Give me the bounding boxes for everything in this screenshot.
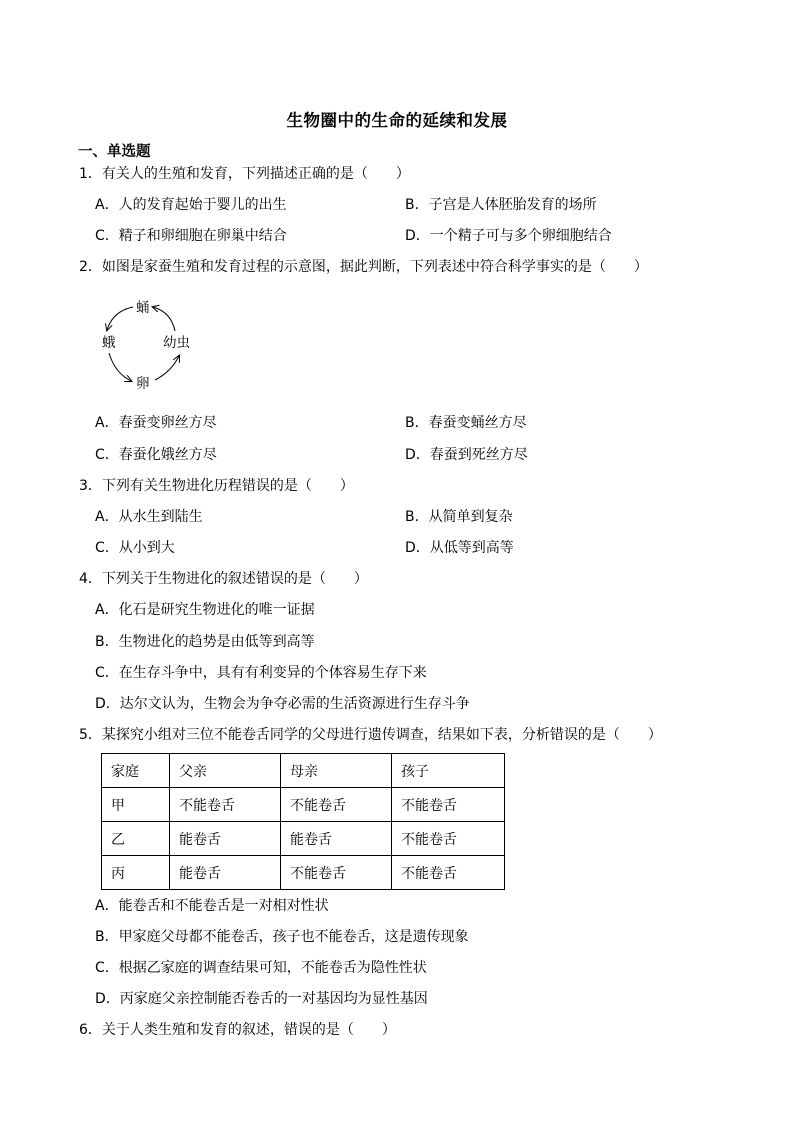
table-cell: 能卷舌 (170, 856, 281, 890)
heredity-survey-table (101, 753, 505, 890)
table-cell: 甲 (102, 788, 170, 822)
question-3-stem: 3．下列有关生物进化历程错误的是（ ） (79, 478, 354, 494)
section-heading: 一、单选题 (78, 144, 151, 160)
table-header-cell: 孩子 (392, 754, 505, 788)
arrow-pupa-to-moth (107, 307, 133, 330)
question-1-option-a: A．人的发育起始于婴儿的出生 (95, 197, 287, 213)
table-header-cell: 母亲 (281, 754, 392, 788)
question-2-option-b: B．春蚕变蛹丝方尽 (405, 415, 527, 431)
lifecycle-label-larva: 幼虫 (163, 335, 190, 351)
table-cell: 不能卷舌 (392, 856, 505, 890)
table-header-row (102, 754, 505, 788)
question-1-option-b: B．子宫是人体胚胎发育的场所 (405, 197, 597, 213)
question-4-option-c: C．在生存斗争中，具有有利变异的个体容易生存下来 (95, 665, 427, 681)
table-cell: 不能卷舌 (392, 788, 505, 822)
table-cell: 不能卷舌 (392, 822, 505, 856)
question-4-stem: 4．下列关于生物进化的叙述错误的是（ ） (79, 571, 368, 587)
lifecycle-label-egg: 卵 (136, 376, 150, 392)
question-5-stem: 5．某探究小组对三位不能卷舌同学的父母进行遗传调查，结果如下表，分析错误的是（ ） (79, 727, 662, 743)
question-1-option-d: D．一个精子可与多个卵细胞结合 (405, 228, 612, 244)
table-row (102, 856, 505, 890)
question-3-option-a: A．从水生到陆生 (95, 509, 203, 525)
table-header-cell: 父亲 (170, 754, 281, 788)
question-2-stem: 2．如图是家蚕生殖和发育过程的示意图，据此判断，下列表述中符合科学事实的是（ ） (79, 259, 648, 275)
question-5-option-b: B．甲家庭父母都不能卷舌，孩子也不能卷舌，这是遗传现象 (95, 929, 469, 945)
question-2-option-d: D．春蚕到死丝方尽 (405, 447, 528, 463)
table-cell: 能卷舌 (281, 822, 392, 856)
question-3-option-d: D．从低等到高等 (405, 540, 514, 556)
table-cell: 丙 (102, 856, 170, 890)
question-1-stem: 1．有关人的生殖和发育，下列描述正确的是（ ） (79, 166, 410, 182)
table-header-cell: 家庭 (102, 754, 170, 788)
question-1-option-c: C．精子和卵细胞在卵巢中结合 (95, 228, 287, 244)
question-2-option-a: A．春蚕变卵丝方尽 (95, 415, 217, 431)
question-4-option-d: D．达尔文认为，生物会为争夺必需的生活资源进行生存斗争 (95, 696, 470, 712)
arrow-moth-to-egg (109, 353, 131, 381)
table-cell: 乙 (102, 822, 170, 856)
question-4-option-b: B．生物进化的趋势是由低等到高等 (95, 634, 315, 650)
table-row (102, 822, 505, 856)
question-3-option-b: B．从简单到复杂 (405, 509, 513, 525)
silkworm-lifecycle-diagram (95, 293, 205, 398)
question-3-option-c: C．从小到大 (95, 540, 175, 556)
table-cell: 不能卷舌 (281, 856, 392, 890)
question-6-stem: 6．关于人类生殖和发育的叙述，错误的是（ ） (79, 1022, 396, 1038)
table-row (102, 788, 505, 822)
question-5-option-d: D．丙家庭父亲控制能否卷舌的一对基因均为显性基因 (95, 991, 428, 1007)
table-cell: 不能卷舌 (281, 788, 392, 822)
arrow-larva-to-pupa (153, 307, 175, 331)
document-title: 生物圈中的生命的延续和发展 (286, 111, 508, 130)
lifecycle-label-pupa: 蛹 (136, 300, 150, 316)
question-5-option-c: C．根据乙家庭的调查结果可知，不能卷舌为隐性性状 (95, 960, 427, 976)
question-4-option-a: A．化石是研究生物进化的唯一证据 (95, 602, 315, 618)
lifecycle-label-moth: 蛾 (102, 335, 116, 351)
question-5-option-a: A．能卷舌和不能卷舌是一对相对性状 (95, 898, 329, 914)
question-2-option-c: C．春蚕化娥丝方尽 (95, 447, 217, 463)
arrow-egg-to-larva (155, 356, 179, 380)
table-cell: 能卷舌 (170, 822, 281, 856)
table-cell: 不能卷舌 (170, 788, 281, 822)
